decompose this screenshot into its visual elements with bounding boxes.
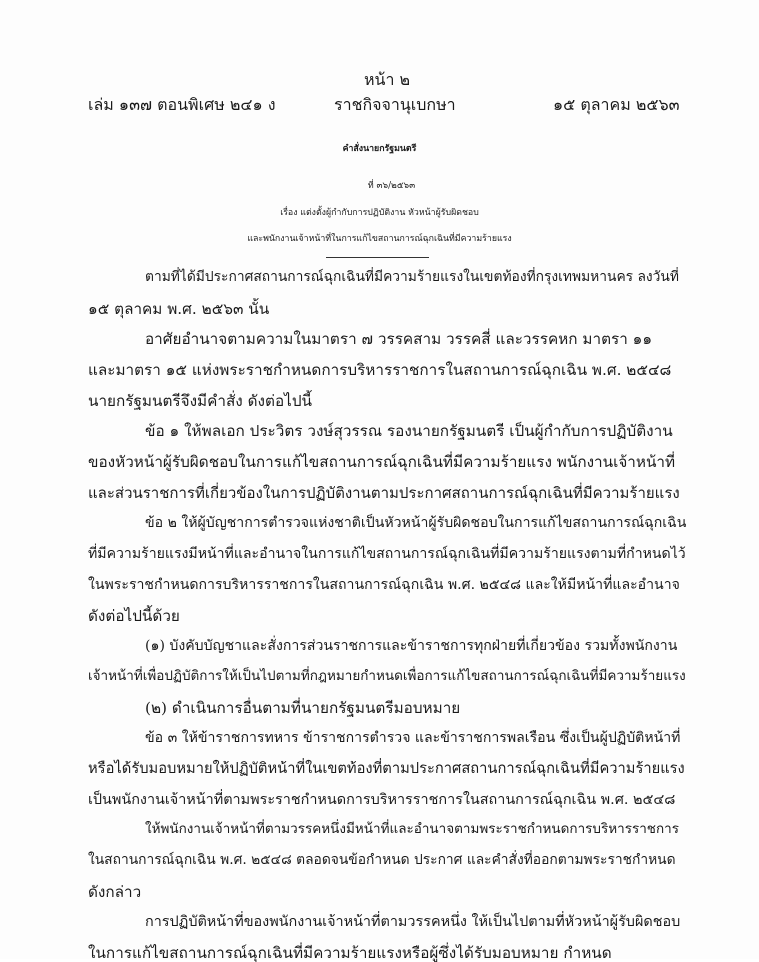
body-line: ตามที่ได้มีประกาศสถานการณ์ฉุกเฉินที่มีความร้ายแรงในเขตท้องที่กรุงเทพมหานคร ลงวันที่ bbox=[145, 269, 679, 285]
body-line: หรือได้รับมอบหมายให้ปฏิบัติหน้าที่ในเขตท้องที่ตามประกาศสถานการณ์ฉุกเฉินที่มีความร้ายแรง bbox=[88, 759, 685, 777]
body-line: และส่วนราชการที่เกี่ยวข้องในการปฏิบัติงานตามประกาศสถานการณ์ฉุกเฉินที่มีความร้ายแรง bbox=[88, 483, 680, 502]
body-line: อาศัยอำนาจตามความในมาตรา ๗ วรรคสาม วรรคสี่ และวรรคหก มาตรา ๑๑ bbox=[145, 330, 653, 349]
gazette-volume: เล่ม ๑๓๗ ตอนพิเศษ ๒๔๑ ง bbox=[88, 95, 276, 114]
body-line: ที่มีความร้ายแรงมีหน้าที่และอำนาจในการแก้ไขสถานการณ์ฉุกเฉินที่มีความร้ายแรงตามที่กำหนดไว้ bbox=[88, 546, 686, 563]
order-number: ที่ ๓๖/๒๕๖๓ bbox=[367, 181, 416, 191]
body-line: ข้อ ๒ ให้ผู้บัญชาการตำรวจแห่งชาติเป็นหัวหน้าผู้รับผิดชอบในการแก้ไขสถานการณ์ฉุกเฉิน bbox=[145, 515, 687, 532]
body-line: ข้อ ๑ ให้พลเอก ประวิตร วงษ์สุวรรณ รองนายกรัฐมนตรี เป็นผู้กำกับการปฏิบัติงาน bbox=[145, 422, 673, 441]
body-line: เป็นพนักงานเจ้าหน้าที่ตามพระราชกำหนดการบริหารราชการในสถานการณ์ฉุกเฉิน พ.ศ. ๒๕๔๘ bbox=[88, 791, 676, 808]
body-line: ของหัวหน้าผู้รับผิดชอบในการแก้ไขสถานการณ์ฉุกเฉินที่มีความร้ายแรง พนักงานเจ้าหน้าที่ bbox=[88, 453, 676, 472]
order-subject-line-1: เรื่อง แต่งตั้งผู้กำกับการปฏิบัติงาน หัวหน้าผู้รับผิดชอบ bbox=[280, 208, 479, 218]
body-line: ในพระราชกำหนดการบริหารราชการในสถานการณ์ฉุกเฉิน พ.ศ. ๒๕๔๘ และให้มีหน้าที่และอำนาจ bbox=[88, 576, 680, 593]
body-line: ดังกล่าว bbox=[88, 882, 142, 901]
body-line: ข้อ ๓ ให้ข้าราชการทหาร ข้าราชการตำรวจ และข้าราชการพลเรือน ซึ่งเป็นผู้ปฏิบัติหน้าที่ bbox=[145, 730, 681, 747]
body-line: ในสถานการณ์ฉุกเฉิน พ.ศ. ๒๕๔๘ ตลอดจนข้อกำหนด ประกาศ และคำสั่งที่ออกตามพระราชกำหนด bbox=[88, 851, 676, 868]
body-line: (๒) ดำเนินการอื่นตามที่นายกรัฐมนตรีมอบหมาย bbox=[145, 698, 461, 717]
body-line: และมาตรา ๑๕ แห่งพระราชกำหนดการบริหารราชการในสถานการณ์ฉุกเฉิน พ.ศ. ๒๕๔๘ bbox=[88, 361, 672, 380]
body-line: การปฏิบัติหน้าที่ของพนักงานเจ้าหน้าที่ตามวรรคหนึ่ง ให้เป็นไปตามที่หัวหน้าผู้รับผิดชอบ bbox=[145, 914, 681, 931]
order-subject-line-2: และพนักงานเจ้าหน้าที่ในการแก้ไขสถานการณ์ฉุกเฉินที่มีความร้ายแรง bbox=[247, 234, 512, 244]
body-line: เจ้าหน้าที่เพื่อปฏิบัติการให้เป็นไปตามที่กฎหมายกำหนดเพื่อการแก้ไขสถานการณ์ฉุกเฉินที่มีความร้ายแรง bbox=[88, 667, 686, 684]
gazette-name: ราชกิจจานุเบกษา bbox=[334, 95, 456, 114]
body-line: ให้พนักงานเจ้าหน้าที่ตามวรรคหนึ่งมีหน้าที่และอำนาจตามพระราชกำหนดการบริหารราชการ bbox=[145, 821, 679, 838]
body-line: ในการแก้ไขสถานการณ์ฉุกเฉินที่มีความร้ายแรงหรือผู้ซึ่งได้รับมอบหมาย กำหนด bbox=[88, 944, 612, 962]
body-line: ๑๕ ตุลาคม พ.ศ. ๒๕๖๓ นั้น bbox=[88, 299, 270, 318]
order-title: คำสั่งนายกรัฐมนตรี bbox=[342, 144, 417, 154]
body-line: (๑) บังคับบัญชาและสั่งการส่วนราชการและข้าราชการทุกฝ่ายที่เกี่ยวข้อง รวมทั้งพนักงาน bbox=[145, 638, 678, 655]
title-divider bbox=[326, 257, 429, 258]
body-line: นายกรัฐมนตรีจึงมีคำสั่ง ดังต่อไปนี้ bbox=[88, 391, 313, 410]
gazette-date: ๑๕ ตุลาคม ๒๕๖๓ bbox=[553, 95, 680, 114]
body-line: ดังต่อไปนี้ด้วย bbox=[88, 606, 180, 625]
page-number: หน้า ๒ bbox=[364, 70, 411, 89]
